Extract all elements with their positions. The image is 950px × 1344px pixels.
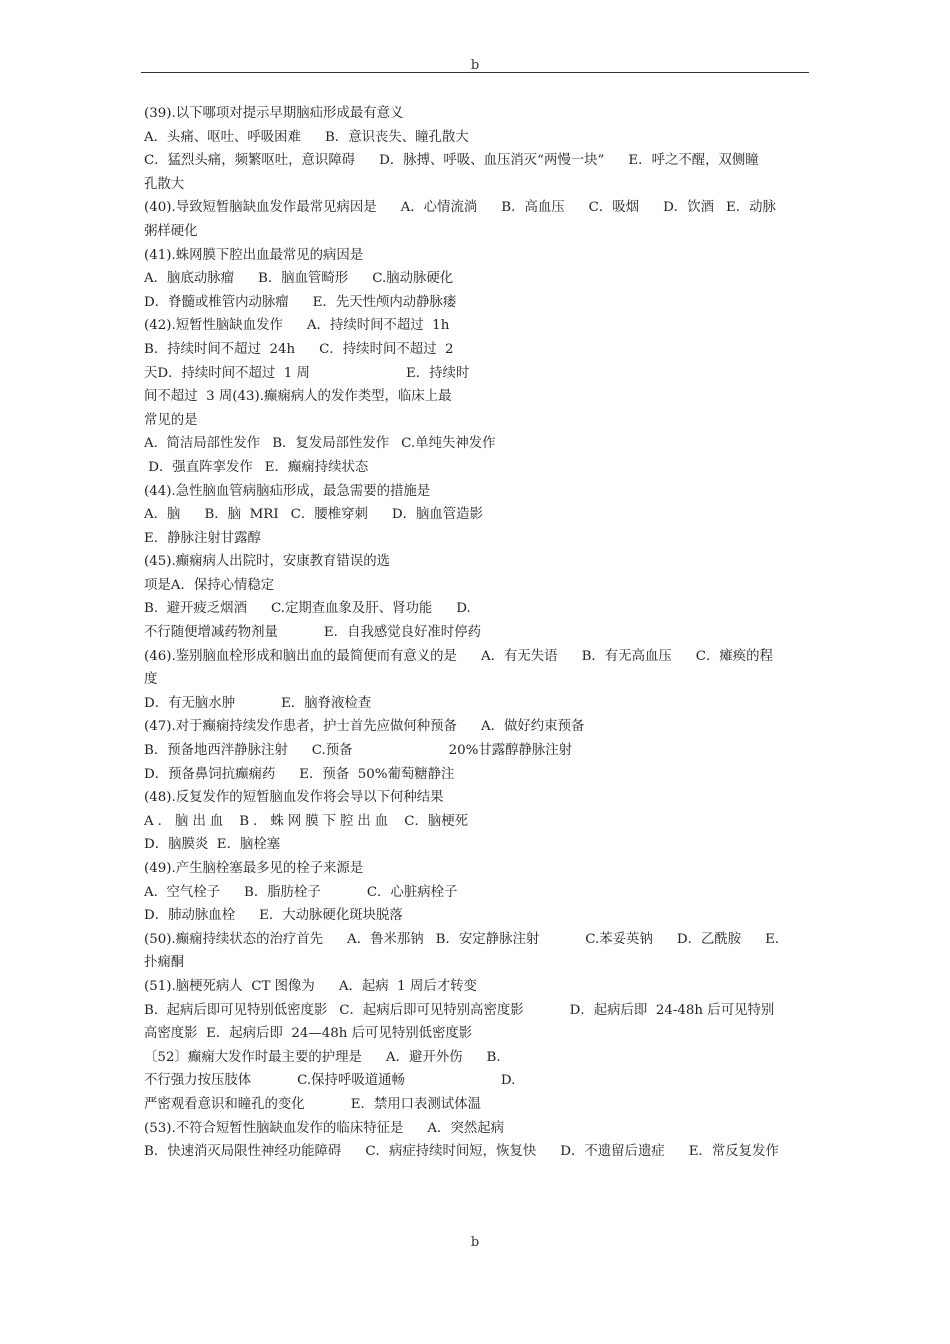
text-line [144,456,808,480]
question-text-body [144,102,808,1164]
text-segment: 高密度影 E．起病后即 24—48h 后可见特别低密度影 [144,1026,473,1042]
text-segment: B. 避开疲乏烟酒 [144,601,247,617]
text-line [144,621,808,645]
text-segment: E．癫痫持续状态 [264,459,369,475]
text-line [144,1046,808,1070]
text-line [144,1093,808,1117]
text-line [144,881,808,905]
text-line [144,810,808,834]
text-line [144,1117,808,1141]
text-line [144,385,808,409]
text-segment: 天D．持续时间不超过 1 周 [144,365,310,381]
text-line [144,291,808,315]
text-line [144,975,808,999]
text-line [144,527,808,551]
text-segment: C.苯妥英钠 [585,931,653,947]
header-rule [141,72,809,73]
text-segment: (53).不符合短暂性脑缺血发作的临床特征是 [144,1120,404,1136]
text-segment: D．强直阵挛发作 [144,459,253,475]
text-line [144,1022,808,1046]
text-segment: C．吸烟 [588,200,640,216]
text-line [144,173,808,197]
text-segment: 〔52〕癫痫大发作时最主要的护理是 [144,1049,362,1065]
text-segment: A．脑出血 [144,813,228,829]
text-segment: A．做好约束预备 [480,719,585,735]
text-segment: D．有无脑水肿 [144,695,236,711]
text-line [144,267,808,291]
text-segment: (47).对于癫痫持续发作患者，护士首先应做何种预备 [144,719,457,735]
text-segment: D．乙酰胺 [676,931,742,947]
text-line [144,220,808,244]
text-segment: A．脑 [144,507,181,523]
text-line [144,1140,808,1164]
text-line [144,409,808,433]
text-segment: C.预备 [311,743,353,759]
text-segment: E．预备 50%葡萄糖静注 [299,766,455,782]
text-segment: A．心情流淌 [400,200,478,216]
text-segment: C．起病后即可见特别高密度影 [339,1002,524,1018]
text-line [144,149,808,173]
text-line [144,668,808,692]
text-segment: 间不超过 3 周(43).癫痫病人的发作类型，临床上最 [144,389,452,405]
text-segment: D．肺动脉血栓 [144,908,236,924]
text-segment: B．高血压 [501,200,565,216]
text-segment: (40).导致短暂脑缺血发作最常见病因是 [144,200,377,216]
text-segment: (48).反复发作的短暂脑血发作将会导以下何种结果 [144,790,444,806]
text-segment: A．避开外伤 [385,1049,463,1065]
text-segment: 项是A．保持心情稳定 [144,577,275,593]
text-segment: E． [765,931,789,947]
text-segment: B．蛛网膜下腔出血 [239,813,393,829]
text-segment: 不行随便增减药物剂量 [144,625,278,641]
text-segment: B. 起病后即可见特别低密度影 [144,1002,328,1018]
text-segment: C．腰椎穿刺 [290,507,368,523]
text-segment: (39).以下哪项对提示早期脑疝形成最有意义 [144,106,404,121]
text-segment: E．呼之不醒，双侧瞳 [628,153,759,169]
text-segment: C．持续时间不超过 2 [319,341,454,357]
text-segment: C．猛烈头痛，频繁呕吐，意识障碍 [144,153,356,169]
text-line [144,833,808,857]
text-segment: A. 简洁局部性发作 [144,436,261,452]
text-segment: 粥样硬化 [144,223,198,239]
text-line [144,715,808,739]
text-segment: (41).蛛网膜下腔出血最常见的病因是 [144,247,364,263]
text-line [144,645,808,669]
text-segment: D．饮酒 [663,200,714,216]
text-line [144,763,808,787]
text-line [144,597,808,621]
text-segment: E．动脉 [725,200,776,216]
text-segment: D．不遗留后遗症 [560,1144,665,1160]
text-segment: (49).产生脑栓塞最多见的栓子来源是 [144,861,364,876]
text-segment: A．起病 1 周后才转变 [338,978,477,994]
text-line [144,904,808,928]
page-header-mark: b [470,58,480,73]
text-line [144,786,808,810]
text-line [144,244,808,268]
text-line [144,857,808,881]
text-line [144,550,808,574]
text-segment: B．脑 MRI [204,507,279,523]
text-segment: D．脑血管造影 [391,507,483,523]
text-segment: C.脑动脉硬化 [372,271,454,287]
text-segment: C.定期查血象及肝、肾功能 [270,601,433,617]
text-segment: C．脑梗死 [404,813,469,829]
text-segment: 度 [144,672,158,688]
text-line [144,314,808,338]
text-segment: E．先天性颅内动静脉瘘 [312,294,457,310]
text-line [144,126,808,150]
text-segment: A．有无失语 [480,648,558,664]
text-segment: B．脂肪栓子 [244,884,321,900]
text-line [144,480,808,504]
text-segment: A．头痛、呕吐、呼吸困难 [144,129,301,145]
text-line [144,928,808,952]
text-segment: D．脉搏、呼吸、血压消灭“两慢一块” [379,153,605,169]
text-segment: D．预备鼻饲抗癫痫药 [144,766,276,782]
text-segment: C．病症持续时间短，恢复快 [365,1144,537,1160]
text-segment: B. [486,1049,501,1065]
text-segment: D．脑膜炎 E．脑栓塞 [144,837,281,853]
text-segment: D．起病后即 24-48h 后可见特别 [569,1002,775,1018]
text-segment: E．持续时 [405,365,470,381]
text-line [144,1069,808,1093]
text-segment: C．心脏病栓子 [366,884,458,900]
text-segment: (50).癫痫持续状态的治疗首先 [144,931,324,947]
text-segment: 常见的是 [144,412,198,428]
text-segment: D. [456,601,471,617]
page-footer-mark: b [470,1235,480,1250]
text-segment: (44).急性脑血管病脑疝形成，最急需要的措施是 [144,483,431,499]
text-segment: E．大动脉硬化斑块脱落 [259,908,403,924]
text-segment: E．自我感觉良好准时停药 [323,625,481,641]
text-line [144,362,808,386]
text-line [144,692,808,716]
text-segment: B．有无高血压 [581,648,672,664]
text-line [144,999,808,1023]
text-segment: (42).短暂性脑缺血发作 [144,318,283,334]
text-line [144,951,808,975]
text-line [144,739,808,763]
text-segment: C.保持呼吸道通畅 [297,1073,405,1089]
text-segment: B．预备地西泮静脉注射 [144,743,288,759]
text-segment: D．脊髓或椎管内动脉瘤 [144,294,289,310]
text-line [144,574,808,598]
text-segment: 扑痫酮 [144,955,185,971]
text-segment: B．快速消灭局限性神经功能障碍 [144,1144,342,1160]
text-segment: (51).脑梗死病人 CT 图像为 [144,978,315,994]
text-line [144,196,808,220]
text-segment: B．脑血管畸形 [258,271,349,287]
text-segment: A．突然起病 [427,1120,505,1136]
text-segment: B．持续时间不超过 24h [144,341,296,357]
text-segment: E．脑脊液检查 [281,695,372,711]
text-segment: A．鲁米那钠 [347,931,424,947]
text-line [144,102,808,126]
text-line [144,503,808,527]
text-segment: 孔散大 [144,176,185,192]
text-segment: E．常反复发作 [688,1144,779,1160]
text-segment: E．静脉注射甘露醇 [144,530,261,546]
text-segment: (46).鉴别脑血栓形成和脑出血的最简便而有意义的是 [144,648,457,664]
text-segment: 不行强力按压肢体 [144,1073,252,1089]
text-segment: D. [500,1073,516,1089]
text-line [144,432,808,456]
text-segment: B．安定静脉注射 [435,931,540,947]
text-segment: A．持续时间不超过 1h [306,318,450,334]
text-segment: C.单纯失神发作 [401,436,496,452]
text-segment: 20%甘露醇静脉注射 [448,743,573,759]
text-segment: E．禁用口表测试体温 [350,1096,481,1112]
text-segment: A. 空气栓子 [144,884,221,900]
text-segment: C．瘫痪的程 [695,648,773,664]
text-segment: 严密观看意识和瞳孔的变化 [144,1096,305,1112]
text-segment: B．复发局部性发作 [272,436,390,452]
text-segment: A．脑底动脉瘤 [144,271,235,287]
text-segment: B．意识丧失、瞳孔散大 [324,129,469,145]
text-line [144,338,808,362]
text-segment: (45).癫痫病人出院时，安康教育错误的选 [144,554,390,570]
